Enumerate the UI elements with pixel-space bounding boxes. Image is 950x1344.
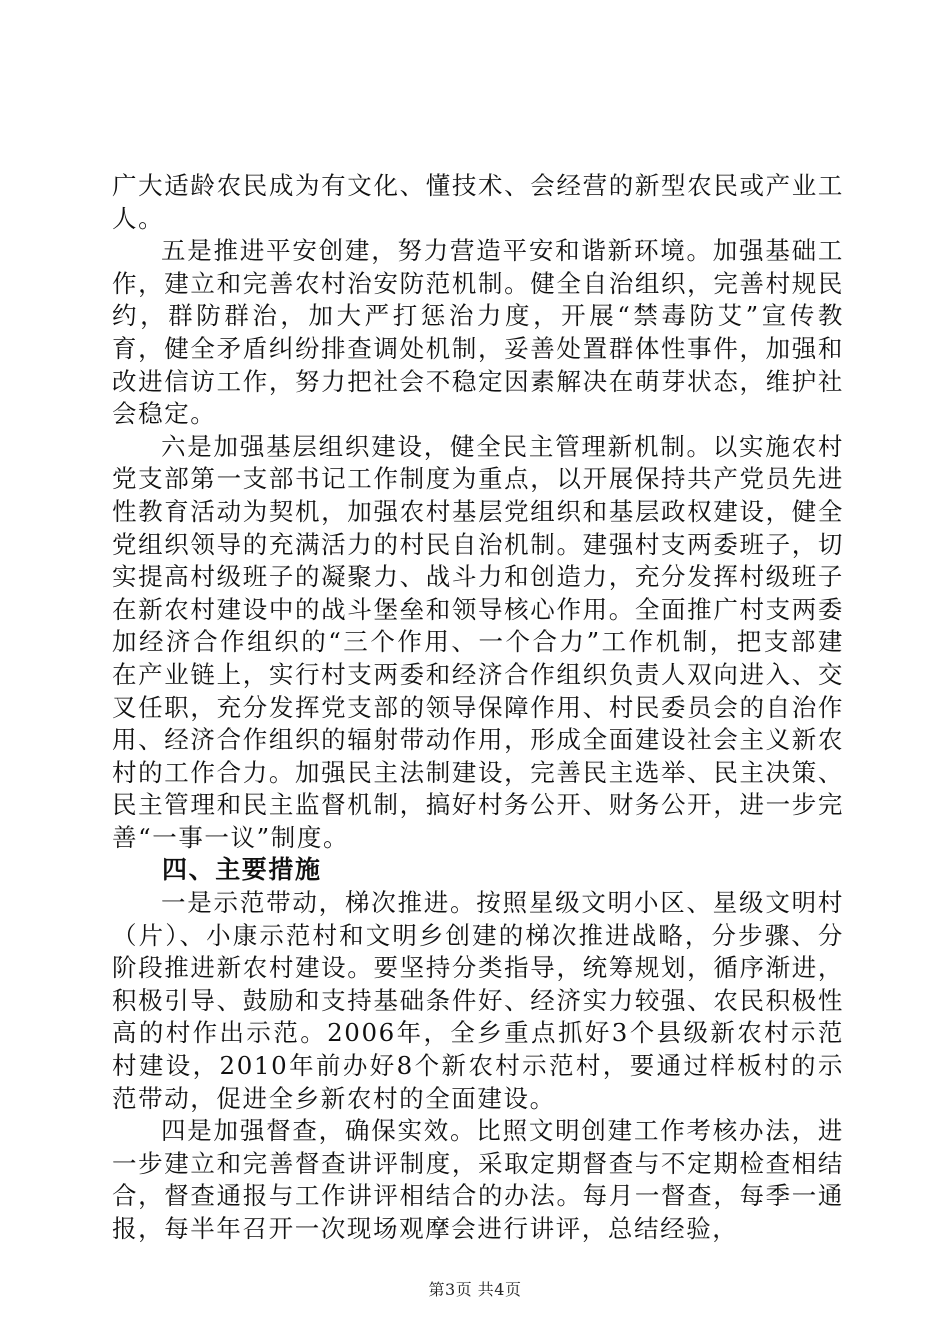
paragraph-safety-construction: 五是推进平安创建，努力营造平安和谐新环境。加强基础工作，建立和完善农村治安防范机制。健全自治组织，完善村规民约，群防群治，加大严打惩治力度，开展“禁毒防艾”宣传教育，健全矛盾纠纷排查调处机制，妥善处置群体性事件，加强和改进信访工作，努力把社会不稳定因素解决在萌芽状态，维护社会稳定。 (112, 236, 844, 429)
document-body (112, 170, 844, 1246)
paragraph-supervision: 四是加强督查，确保实效。比照文明创建工作考核办法，进一步建立和完善督查讲评制度，采取定期督查与不定期检查相结合，督查通报与工作讲评相结合的办法。每月一督查，每季一通报，每半年召开一次现场观摩会进行讲评，总结经验， (112, 1116, 844, 1243)
paragraph-demonstration: 一是示范带动，梯次推进。按照星级文明小区、星级文明村（片）、小康示范村和文明乡创建的梯次推进战略，分步骤、分阶段推进新农村建设。要坚持分类指导，统筹规划，循序渐进，积极引导、鼓励和支持基础条件好、经济实力较强、农民积极性高的村作出示范。2006年，全乡重点抓好3个县级新农村示范村建设，2010年前办好8个新农村示范村，要通过样板村的示范带动，促进全乡新农村的全面建设。 (112, 888, 844, 1113)
paragraph-continuation: 广大适龄农民成为有文化、懂技术、会经营的新型农民或产业工人。 (112, 171, 844, 233)
page-number-footer: 第3页 共4页 (428, 1280, 522, 1299)
paragraph-grassroots-organization: 六是加强基层组织建设，健全民主管理新机制。以实施农村党支部第一支部书记工作制度为重点，以开展保持共产党员先进性教育活动为契机，加强农村基层党组织和基层政权建设，健全党组织领导的充满活力的村民自治机制。建强村支两委班子，切实提高村级班子的凝聚力、战斗力和创造力，充分发挥村级班子在新农村建设中的战斗堡垒和领导核心作用。全面推广村支两委加经济合作组织的“三个作用、一个合力”工作机制，把支部建在产业链上，实行村支两委和经济合作组织负责人双向进入、交叉任职，充分发挥党支部的领导保障作用、村民委员会的自治作用、经济合作组织的辐射带动作用，形成全面建设社会主义新农村的工作合力。加强民主法制建设，完善民主选举、民主决策、民主管理和民主监督机制，搞好村务公开、财务公开，进一步完善“一事一议”制度。 (112, 431, 844, 852)
section-heading-main-measures: 四、主要措施 (162, 855, 322, 885)
